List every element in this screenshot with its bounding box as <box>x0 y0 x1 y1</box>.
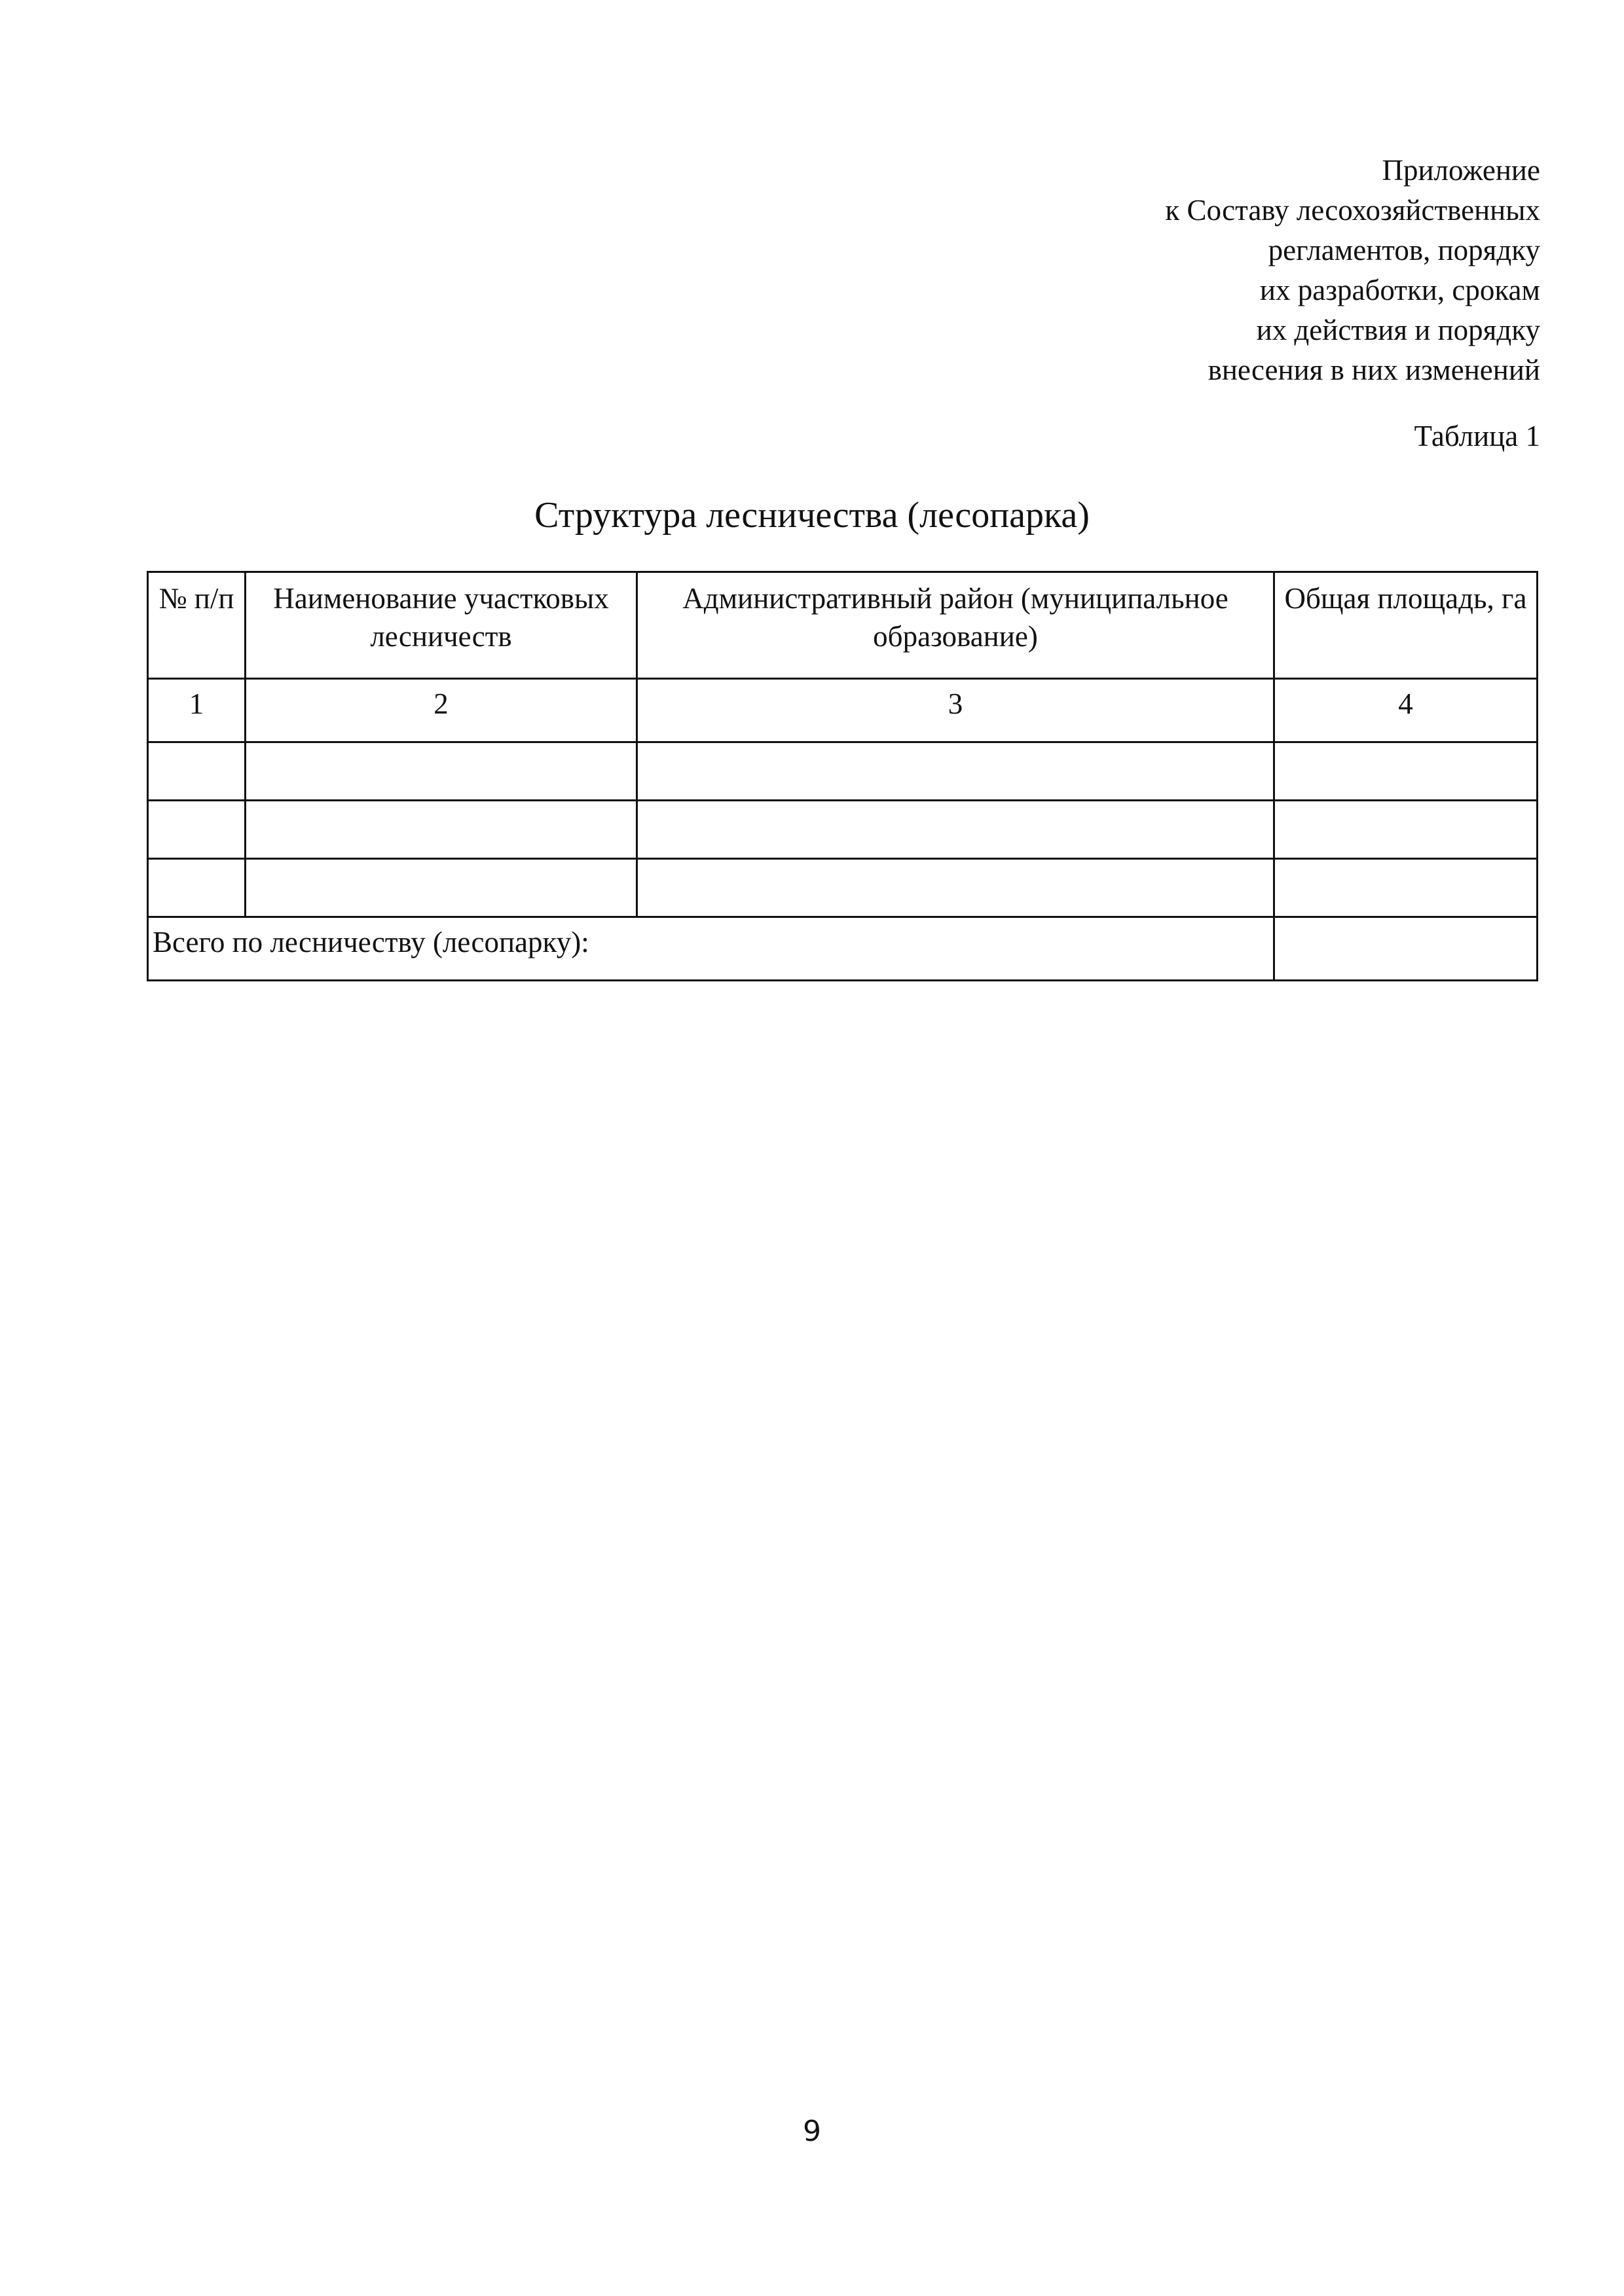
empty-cell <box>637 742 1274 801</box>
appendix-line: внесения в них изменений <box>1208 354 1540 386</box>
header-cell-forestry-name: Наименование участковых лесничеств <box>246 572 637 679</box>
empty-cell <box>246 801 637 859</box>
appendix-note <box>951 151 1540 390</box>
header-cell-total-area: Общая площадь, га <box>1274 572 1538 679</box>
total-value-cell <box>1274 917 1538 981</box>
empty-cell <box>246 859 637 917</box>
total-label: Всего по лесничеству (лесопарку): <box>148 917 1274 981</box>
appendix-line: регламентов, порядку <box>1268 234 1540 266</box>
column-number: 3 <box>637 679 1274 742</box>
empty-cell <box>148 801 246 859</box>
empty-cell <box>637 859 1274 917</box>
table-row <box>148 801 1538 859</box>
empty-cell <box>1274 859 1538 917</box>
page-title: Структура лесничества (лесопарка) <box>534 495 1090 536</box>
table-row <box>148 859 1538 917</box>
empty-cell <box>148 742 246 801</box>
page-number: 9 <box>803 2115 821 2148</box>
header-cell-number: № п/п <box>148 572 246 679</box>
header-cell-admin-district: Административный район (муниципальное образование) <box>637 572 1274 679</box>
table-row <box>148 742 1538 801</box>
table-label: Таблица 1 <box>1414 420 1540 452</box>
appendix-line: их действия и порядку <box>1256 314 1540 346</box>
empty-cell <box>637 801 1274 859</box>
column-number: 1 <box>148 679 246 742</box>
appendix-line: их разработки, срокам <box>1259 274 1540 306</box>
total-row <box>148 917 1538 981</box>
column-number: 4 <box>1274 679 1538 742</box>
empty-cell <box>1274 742 1538 801</box>
appendix-line: Приложение <box>1382 154 1540 187</box>
empty-cell <box>1274 801 1538 859</box>
empty-cell <box>246 742 637 801</box>
appendix-line: к Составу лесохозяйственных <box>1165 194 1540 227</box>
column-number-row <box>148 679 1538 742</box>
column-number: 2 <box>246 679 637 742</box>
forestry-structure-table <box>147 571 1538 981</box>
table-header-row <box>148 572 1538 679</box>
empty-cell <box>148 859 246 917</box>
